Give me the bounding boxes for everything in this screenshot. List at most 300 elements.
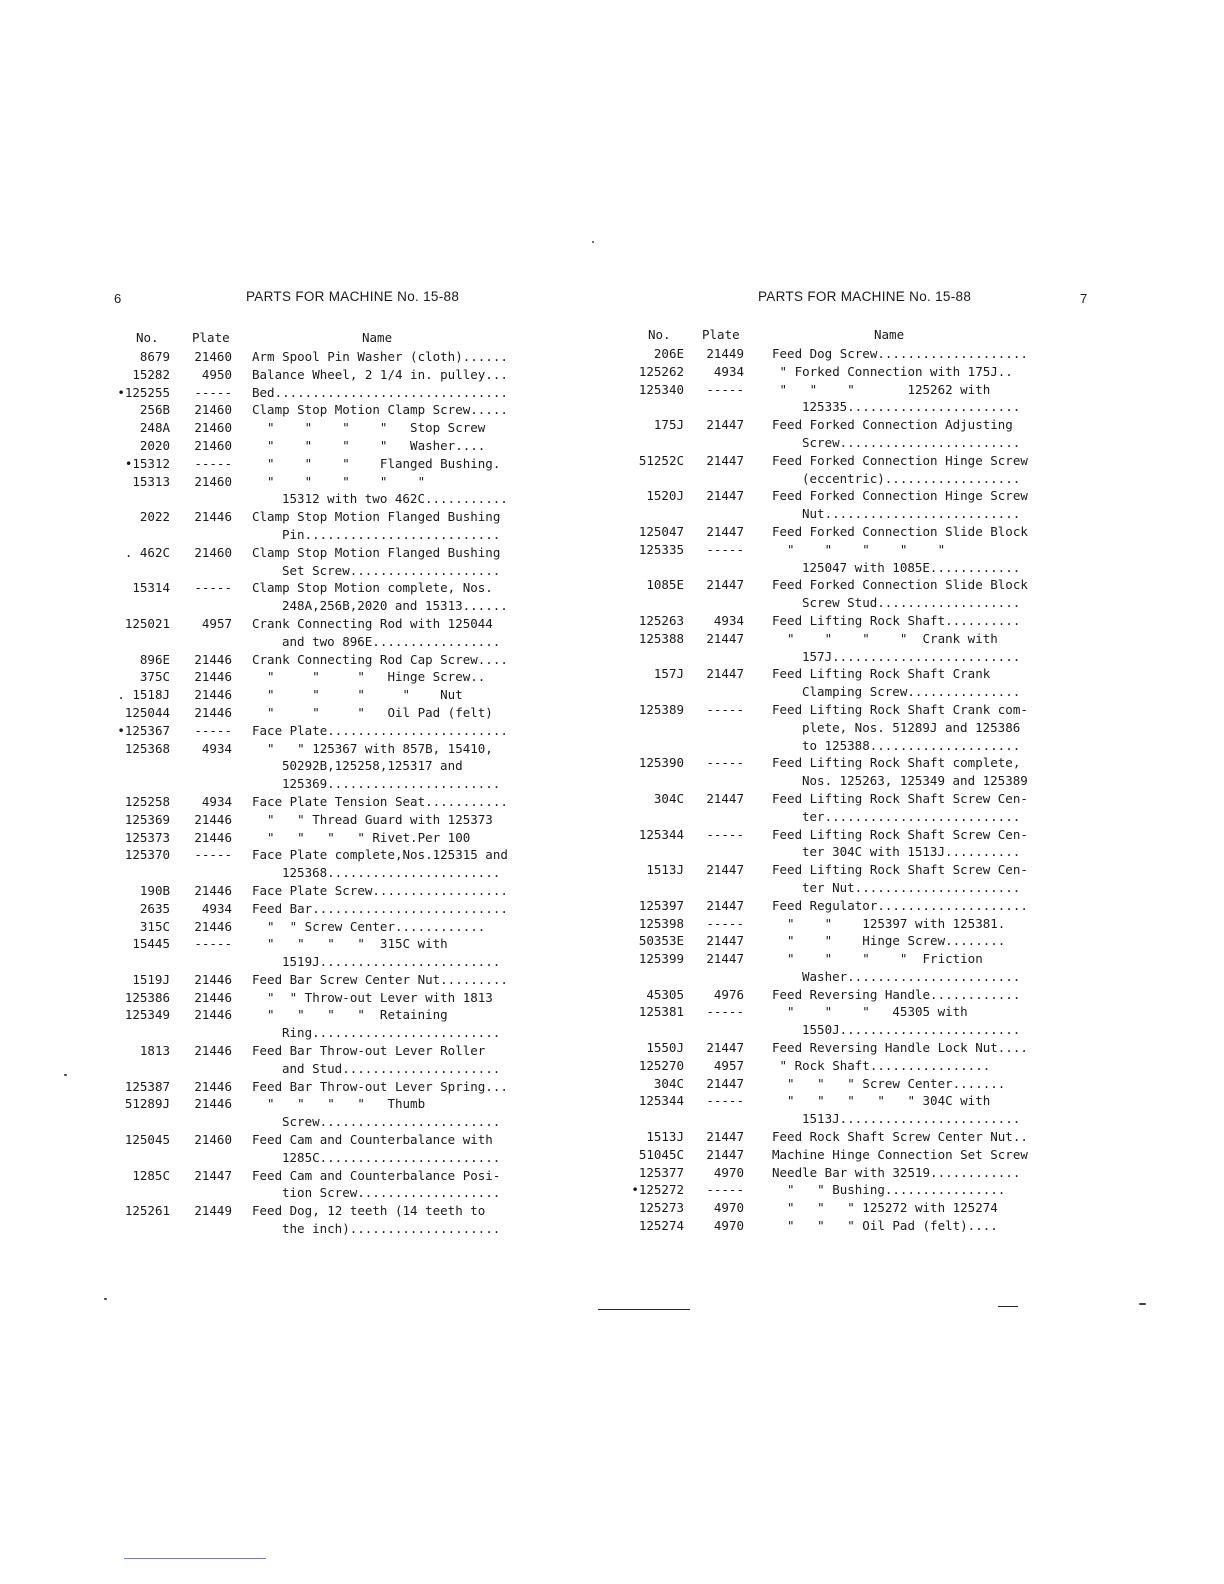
part-name-line: Washer....................... bbox=[802, 968, 1021, 984]
part-number: 1085E bbox=[646, 577, 684, 593]
part-name-line: Feed Cam and Counterbalance with bbox=[252, 1132, 493, 1148]
plate-number: 21447 bbox=[706, 1146, 744, 1162]
part-name bbox=[772, 1217, 1052, 1235]
plate-number: 4970 bbox=[713, 1218, 744, 1234]
table-row bbox=[110, 1078, 540, 1096]
part-name-line: Feed Dog Screw.................... bbox=[772, 346, 1028, 361]
right-col-no-header: No. bbox=[648, 327, 671, 342]
part-number: •15312 bbox=[124, 455, 170, 471]
plate-number: ----- bbox=[706, 541, 744, 557]
part-number: 125397 bbox=[638, 897, 684, 913]
table-row bbox=[110, 1202, 540, 1238]
plate-number: 21447 bbox=[706, 933, 744, 949]
left-parts-list bbox=[110, 330, 540, 1238]
part-name bbox=[252, 544, 540, 580]
table-row bbox=[622, 612, 1052, 630]
part-name bbox=[252, 793, 540, 811]
part-name-line: ter Nut...................... bbox=[802, 879, 1021, 895]
plate-number: 21447 bbox=[706, 862, 744, 878]
part-name-line: and Stud..................... bbox=[282, 1060, 501, 1076]
part-name-line: 125369....................... bbox=[282, 776, 501, 792]
part-number: 125344 bbox=[638, 1093, 684, 1109]
part-name bbox=[772, 701, 1052, 754]
right-parts-list bbox=[622, 327, 1052, 1235]
part-name-line: " " " Flanged Bushing. bbox=[252, 455, 501, 471]
part-name-line: ter 304C with 1513J.......... bbox=[802, 844, 1021, 860]
part-number: 125021 bbox=[124, 615, 170, 631]
part-name bbox=[772, 345, 1052, 363]
table-row bbox=[622, 986, 1052, 1004]
table-row bbox=[622, 1164, 1052, 1182]
part-name bbox=[772, 986, 1052, 1004]
part-name bbox=[772, 452, 1052, 488]
table-row bbox=[622, 1039, 1052, 1057]
part-name-line: Machine Hinge Connection Set Screw bbox=[772, 1146, 1028, 1162]
part-number: 304C bbox=[653, 1075, 684, 1091]
part-name bbox=[252, 1202, 540, 1238]
left-page-number: 6 bbox=[114, 291, 122, 306]
table-row bbox=[110, 1095, 540, 1131]
part-name bbox=[252, 722, 540, 740]
table-row bbox=[110, 793, 540, 811]
part-number: 1285C bbox=[132, 1167, 170, 1183]
part-name bbox=[772, 487, 1052, 523]
table-row bbox=[622, 1217, 1052, 1235]
plate-number: ----- bbox=[706, 1004, 744, 1020]
plate-number: 21446 bbox=[194, 669, 232, 685]
part-name bbox=[772, 1164, 1052, 1182]
table-row bbox=[110, 882, 540, 900]
part-name-line: 1519J........................ bbox=[282, 954, 501, 970]
plate-number: 21446 bbox=[194, 882, 232, 898]
part-name-line: Screw........................ bbox=[802, 434, 1021, 450]
part-number: 206E bbox=[653, 346, 684, 361]
table-row bbox=[622, 1199, 1052, 1217]
plate-number: 21460 bbox=[194, 420, 232, 436]
table-row bbox=[622, 1181, 1052, 1199]
part-name-line: Feed Lifting Rock Shaft Screw Cen- bbox=[772, 826, 1028, 842]
plate-number: ----- bbox=[194, 936, 232, 952]
part-name bbox=[252, 829, 540, 847]
part-number: •125255 bbox=[117, 384, 170, 400]
part-number: 190B bbox=[139, 882, 170, 898]
scan-speck bbox=[1139, 1303, 1146, 1305]
table-row bbox=[110, 384, 540, 402]
part-number: 125047 bbox=[638, 523, 684, 539]
part-number: 125390 bbox=[638, 755, 684, 771]
part-name-line: Feed Lifting Rock Shaft Screw Cen- bbox=[772, 790, 1028, 806]
part-name-line: 125368....................... bbox=[282, 865, 501, 881]
part-name-line: Feed Lifting Rock Shaft Crank bbox=[772, 666, 991, 682]
part-name bbox=[252, 473, 540, 509]
scan-speck bbox=[104, 1298, 107, 1300]
part-name bbox=[252, 348, 540, 366]
part-name-line: Feed Bar Throw-out Lever Spring... bbox=[252, 1078, 508, 1094]
plate-number: ----- bbox=[706, 915, 744, 931]
plate-number: 21447 bbox=[706, 897, 744, 913]
part-name-line: " Rock Shaft................ bbox=[772, 1057, 991, 1073]
table-row bbox=[110, 935, 540, 971]
part-number: 125263 bbox=[638, 612, 684, 628]
table-row bbox=[622, 416, 1052, 452]
part-name bbox=[252, 811, 540, 829]
part-name-line: 125047 with 1085E............ bbox=[802, 559, 1021, 575]
part-number: •125272 bbox=[631, 1182, 684, 1198]
plate-number: 21447 bbox=[706, 1129, 744, 1145]
part-name bbox=[252, 651, 540, 669]
part-number: . 1518J bbox=[117, 687, 170, 703]
part-number: 15445 bbox=[132, 936, 170, 952]
plate-number: 4976 bbox=[713, 986, 744, 1002]
part-number: 125273 bbox=[638, 1200, 684, 1216]
part-name-line: " " 125397 with 125381. bbox=[772, 915, 1006, 931]
plate-number: 21446 bbox=[194, 1096, 232, 1112]
part-name-line: 1550J........................ bbox=[802, 1022, 1021, 1038]
part-number: 1813 bbox=[139, 1043, 170, 1059]
plate-number: ----- bbox=[706, 701, 744, 717]
part-name-line: Face Plate complete,Nos.125315 and bbox=[252, 847, 508, 863]
plate-number: 21446 bbox=[194, 1043, 232, 1059]
plate-number: ----- bbox=[706, 755, 744, 771]
part-name-line: Clamping Screw............... bbox=[802, 684, 1021, 700]
part-number: 125340 bbox=[638, 381, 684, 397]
part-number: 125261 bbox=[124, 1203, 170, 1219]
part-number: 125399 bbox=[638, 951, 684, 967]
part-name-line: 248A,256B,2020 and 15313...... bbox=[282, 598, 508, 614]
left-col-no-header: No. bbox=[136, 330, 159, 345]
part-name bbox=[252, 437, 540, 455]
part-number: 50353E bbox=[638, 933, 684, 949]
part-name bbox=[252, 935, 540, 971]
part-name bbox=[252, 615, 540, 651]
part-name bbox=[772, 1128, 1052, 1146]
plate-number: ----- bbox=[194, 384, 232, 400]
table-row bbox=[622, 1146, 1052, 1164]
part-name bbox=[252, 989, 540, 1007]
part-name bbox=[772, 1075, 1052, 1093]
scan-mark-bottom bbox=[124, 1558, 266, 1559]
left-page-title: PARTS FOR MACHINE No. 15-88 bbox=[246, 289, 460, 304]
table-row bbox=[622, 1057, 1052, 1075]
part-name-line: Clamp Stop Motion Clamp Screw..... bbox=[252, 402, 508, 418]
left-col-name-header: Name bbox=[362, 330, 393, 345]
part-name bbox=[252, 1095, 540, 1131]
part-name-line: ter.......................... bbox=[802, 808, 1021, 824]
part-name-line: Pin.......................... bbox=[282, 526, 501, 542]
plate-number: 21447 bbox=[706, 666, 744, 682]
part-name bbox=[772, 665, 1052, 701]
part-name bbox=[772, 826, 1052, 862]
part-name bbox=[772, 861, 1052, 897]
part-name-line: Face Plate Tension Seat........... bbox=[252, 793, 508, 809]
table-row bbox=[110, 651, 540, 669]
part-name-line: " " " " 315C with bbox=[252, 936, 448, 952]
table-row bbox=[110, 544, 540, 580]
part-number: 125387 bbox=[124, 1078, 170, 1094]
part-name bbox=[252, 419, 540, 437]
table-row bbox=[622, 452, 1052, 488]
part-name bbox=[772, 754, 1052, 790]
table-row bbox=[110, 989, 540, 1007]
plate-number: 21447 bbox=[706, 452, 744, 468]
part-name bbox=[252, 1042, 540, 1078]
table-row bbox=[622, 541, 1052, 577]
part-name-line: Feed Forked Connection Slide Block bbox=[772, 577, 1028, 593]
part-name-line: Crank Connecting Rod with 125044 bbox=[252, 615, 493, 631]
table-row bbox=[110, 366, 540, 384]
part-number: 125370 bbox=[124, 847, 170, 863]
part-number: 51045C bbox=[638, 1146, 684, 1162]
table-row bbox=[110, 668, 540, 686]
part-name bbox=[252, 846, 540, 882]
part-name-line: (eccentric).................. bbox=[802, 470, 1021, 486]
plate-number: ----- bbox=[194, 455, 232, 471]
table-row bbox=[110, 437, 540, 455]
part-name-line: Feed Dog, 12 teeth (14 teeth to bbox=[252, 1203, 486, 1219]
plate-number: 21446 bbox=[194, 509, 232, 525]
scan-speck bbox=[592, 241, 594, 243]
part-number: 15282 bbox=[132, 366, 170, 382]
part-name-line: Feed Forked Connection Slide Block bbox=[772, 523, 1028, 539]
table-row bbox=[622, 381, 1052, 417]
part-name-line: Feed Bar Throw-out Lever Roller bbox=[252, 1043, 486, 1059]
plate-number: 21446 bbox=[194, 971, 232, 987]
plate-number: 21460 bbox=[194, 349, 232, 364]
part-name-line: " " " Screw Center....... bbox=[772, 1075, 1006, 1091]
part-name bbox=[772, 1181, 1052, 1199]
part-name-line: " " " " " bbox=[252, 473, 426, 489]
part-name bbox=[772, 363, 1052, 381]
part-name-line: Feed Cam and Counterbalance Posi- bbox=[252, 1167, 501, 1183]
part-name bbox=[772, 381, 1052, 417]
right-page-title: PARTS FOR MACHINE No. 15-88 bbox=[758, 289, 972, 304]
part-number: 125349 bbox=[124, 1007, 170, 1023]
part-name-line: Feed Reversing Handle............ bbox=[772, 986, 1021, 1002]
plate-number: 21446 bbox=[194, 687, 232, 703]
part-number: •125367 bbox=[117, 722, 170, 738]
part-name bbox=[252, 704, 540, 722]
part-number: 175J bbox=[653, 417, 684, 433]
plate-number: 21446 bbox=[194, 811, 232, 827]
part-name-line: 157J......................... bbox=[802, 648, 1021, 664]
table-row bbox=[622, 576, 1052, 612]
part-name-line: Crank Connecting Rod Cap Screw.... bbox=[252, 651, 508, 667]
part-name-line: " " " 125272 with 125274 bbox=[772, 1200, 998, 1216]
scan-mark-center bbox=[598, 1309, 690, 1310]
table-row bbox=[110, 686, 540, 704]
part-name bbox=[772, 576, 1052, 612]
plate-number: 4957 bbox=[201, 615, 232, 631]
part-name-line: " " " " Friction bbox=[772, 951, 983, 967]
table-row bbox=[622, 1003, 1052, 1039]
table-row bbox=[622, 701, 1052, 754]
part-name-line: " " Thread Guard with 125373 bbox=[252, 811, 493, 827]
part-number: 125045 bbox=[124, 1132, 170, 1148]
part-name bbox=[772, 897, 1052, 915]
plate-number: 21446 bbox=[194, 651, 232, 667]
plate-number: 4970 bbox=[713, 1200, 744, 1216]
part-number: 125270 bbox=[638, 1057, 684, 1073]
table-row bbox=[110, 1131, 540, 1167]
part-name bbox=[772, 950, 1052, 986]
part-number: 1519J bbox=[132, 971, 170, 987]
table-row bbox=[622, 1128, 1052, 1146]
plate-number: 4957 bbox=[713, 1057, 744, 1073]
part-name bbox=[252, 579, 540, 615]
table-row bbox=[622, 665, 1052, 701]
part-number: 1520J bbox=[646, 488, 684, 504]
part-number: 2635 bbox=[139, 900, 170, 916]
table-row bbox=[622, 826, 1052, 862]
plate-number: 21446 bbox=[194, 918, 232, 934]
part-number: 51289J bbox=[124, 1096, 170, 1112]
table-row bbox=[110, 740, 540, 793]
part-name bbox=[772, 1039, 1052, 1057]
left-column-headers bbox=[110, 330, 540, 348]
part-number: 896E bbox=[139, 651, 170, 667]
right-column-headers bbox=[622, 327, 1052, 345]
part-name-line: Clamp Stop Motion Flanged Bushing bbox=[252, 544, 501, 560]
part-name bbox=[252, 882, 540, 900]
part-number: 125258 bbox=[124, 793, 170, 809]
part-name-line: Face Plate........................ bbox=[252, 722, 508, 738]
table-row bbox=[622, 754, 1052, 790]
part-number: 125368 bbox=[124, 740, 170, 756]
plate-number: ----- bbox=[194, 722, 232, 738]
part-name-line: " " " Hinge Screw.. bbox=[252, 669, 486, 685]
plate-number: 21446 bbox=[194, 1007, 232, 1023]
part-name-line: Feed Forked Connection Adjusting bbox=[772, 417, 1013, 433]
part-name bbox=[252, 455, 540, 473]
plate-number: 21447 bbox=[706, 1075, 744, 1091]
part-name bbox=[772, 1057, 1052, 1075]
part-name-line: " " " " Retaining bbox=[252, 1007, 448, 1023]
table-row bbox=[110, 1042, 540, 1078]
right-col-plate-header: Plate bbox=[702, 327, 740, 342]
part-name-line: Nut.......................... bbox=[802, 506, 1021, 522]
part-name bbox=[772, 612, 1052, 630]
part-number: 125381 bbox=[638, 1004, 684, 1020]
part-number: 157J bbox=[653, 666, 684, 682]
part-name-line: the inch).................... bbox=[282, 1221, 501, 1237]
part-name-line: Feed Bar.......................... bbox=[252, 900, 508, 916]
part-name-line: Face Plate Screw.................. bbox=[252, 882, 508, 898]
part-name-line: " " " " Rivet.Per 100 bbox=[252, 829, 471, 845]
part-number: 125373 bbox=[124, 829, 170, 845]
plate-number: 21446 bbox=[194, 989, 232, 1005]
part-name-line: Arm Spool Pin Washer (cloth)...... bbox=[252, 349, 508, 364]
plate-number: 21460 bbox=[194, 437, 232, 453]
part-name-line: " Forked Connection with 175J.. bbox=[772, 363, 1013, 379]
plate-number: 21447 bbox=[706, 523, 744, 539]
part-number: 1513J bbox=[646, 862, 684, 878]
part-number: 8679 bbox=[139, 349, 170, 364]
table-row bbox=[622, 950, 1052, 986]
part-number: 125335 bbox=[638, 541, 684, 557]
part-number: 304C bbox=[653, 790, 684, 806]
part-name bbox=[252, 900, 540, 918]
plate-number: 21460 bbox=[194, 544, 232, 560]
part-name bbox=[252, 740, 540, 793]
part-number: 125388 bbox=[638, 630, 684, 646]
table-row bbox=[622, 790, 1052, 826]
table-row bbox=[622, 1075, 1052, 1093]
table-row bbox=[110, 473, 540, 509]
table-row bbox=[110, 1167, 540, 1203]
part-name bbox=[252, 1131, 540, 1167]
plate-number: 21447 bbox=[706, 630, 744, 646]
plate-number: 4970 bbox=[713, 1164, 744, 1180]
table-row bbox=[622, 861, 1052, 897]
table-row bbox=[110, 971, 540, 989]
plate-number: ----- bbox=[706, 1182, 744, 1198]
part-name-line: to 125388.................... bbox=[802, 737, 1021, 753]
part-name-line: Clamp Stop Motion complete, Nos. bbox=[252, 580, 493, 596]
part-name-line: Screw........................ bbox=[282, 1114, 501, 1130]
part-name bbox=[772, 790, 1052, 826]
table-row bbox=[622, 1092, 1052, 1128]
part-name-line: Ring......................... bbox=[282, 1025, 501, 1041]
part-name-line: Feed Bar Screw Center Nut......... bbox=[252, 971, 508, 987]
part-name bbox=[252, 918, 540, 936]
table-row bbox=[622, 897, 1052, 915]
plate-number: 4934 bbox=[201, 793, 232, 809]
right-page-number: 7 bbox=[1080, 291, 1088, 306]
table-row bbox=[110, 704, 540, 722]
part-name-line: " " 125367 with 857B, 15410, bbox=[252, 740, 493, 756]
part-name-line: Screw Stud................... bbox=[802, 595, 1021, 611]
part-name-line: 1513J........................ bbox=[802, 1111, 1021, 1127]
part-number: 125386 bbox=[124, 989, 170, 1005]
part-name-line: Feed Reversing Handle Lock Nut.... bbox=[772, 1040, 1028, 1056]
part-number: 1513J bbox=[646, 1129, 684, 1145]
plate-number: 21449 bbox=[706, 346, 744, 361]
part-name-line: 50292B,125258,125317 and bbox=[282, 758, 463, 774]
part-number: 2020 bbox=[139, 437, 170, 453]
part-name-line: Feed Forked Connection Hinge Screw bbox=[772, 488, 1028, 504]
plate-number: 21447 bbox=[706, 488, 744, 504]
part-number: 45305 bbox=[646, 986, 684, 1002]
part-number: 125044 bbox=[124, 704, 170, 720]
right-rows bbox=[622, 345, 1052, 1235]
part-name-line: Feed Lifting Rock Shaft Crank com- bbox=[772, 701, 1028, 717]
part-number: 248A bbox=[139, 420, 170, 436]
plate-number: 21447 bbox=[706, 790, 744, 806]
table-row bbox=[110, 1006, 540, 1042]
part-number: 256B bbox=[139, 402, 170, 418]
part-name-line: 125335....................... bbox=[802, 399, 1021, 415]
part-name-line: plete, Nos. 51289J and 125386 bbox=[802, 719, 1021, 735]
part-name bbox=[772, 915, 1052, 933]
plate-number: 4934 bbox=[713, 612, 744, 628]
part-number: . 462C bbox=[124, 544, 170, 560]
part-number: 125398 bbox=[638, 915, 684, 931]
part-name-line: Bed............................... bbox=[252, 384, 508, 400]
part-number: 1550J bbox=[646, 1040, 684, 1056]
part-name bbox=[772, 1199, 1052, 1217]
part-name bbox=[252, 1167, 540, 1203]
part-name-line: " " Throw-out Lever with 1813 bbox=[252, 989, 493, 1005]
part-name bbox=[252, 508, 540, 544]
part-name-line: and two 896E................. bbox=[282, 633, 501, 649]
part-name-line: " " Screw Center............ bbox=[252, 918, 486, 934]
part-name-line: Feed Lifting Rock Shaft Screw Cen- bbox=[772, 862, 1028, 878]
table-row bbox=[110, 918, 540, 936]
part-number: 125377 bbox=[638, 1164, 684, 1180]
part-name-line: " " " 45305 with bbox=[772, 1004, 968, 1020]
part-name bbox=[252, 401, 540, 419]
plate-number: 21447 bbox=[194, 1167, 232, 1183]
